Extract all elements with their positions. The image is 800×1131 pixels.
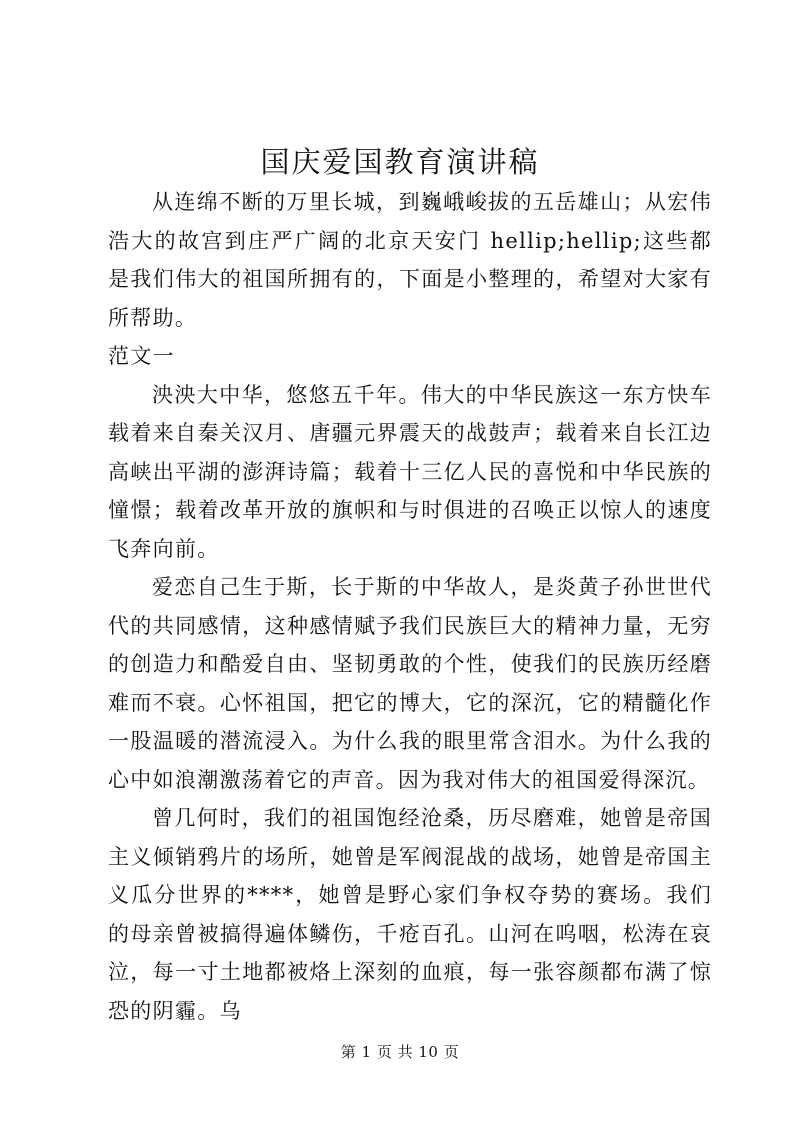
- paragraph-intro: 从连绵不断的万里长城，到巍峨峻拔的五岳雄山；从宏伟浩大的故宫到庄严广阔的北京天安门 hellip;hellip;这些都是我们伟大的祖国所拥有的，下面是小整理的，希望对大家有所帮助。: [108, 190, 712, 330]
- paragraph: 泱泱大中华，悠悠五千年。伟大的中华民族这一东方快车载着来自秦关汉月、唐疆元界震天的战鼓声；载着来自长江边高峡出平湖的澎湃诗篇；载着十三亿人民的喜悦和中华民族的憧憬；载着改革开放的旗帜和与时俱进的召唤正以惊人的速度飞奔向前。: [108, 382, 712, 561]
- document-body: [108, 183, 712, 1030]
- document-title: 国庆爱国教育演讲稿: [260, 145, 540, 179]
- paragraph: 曾几何时，我们的祖国饱经沧桑，历尽磨难，她曾是帝国主义倾销鸦片的场所，她曾是军阀混战的战场，她曾是帝国主义瓜分世界的****，她曾是野心家们争权夺势的赛场。我们的母亲曾被搞得遍体鳞伤，千疮百孔。山河在呜咽，松涛在哀泣，每一寸土地都被烙上深刻的血痕，每一张容颜都布满了惊恐的阴霾。乌: [108, 806, 712, 1023]
- page-number-footer: 第 1 页 共 10 页: [340, 1043, 460, 1061]
- section-heading: 范文一: [108, 344, 175, 368]
- paragraph: 爱恋自己生于斯，长于斯的中华故人，是炎黄子孙世世代代的共同感情，这种感情赋予我们民族巨大的精神力量，无穷的创造力和酷爱自由、坚韧勇敢的个性，使我们的民族历经磨难而不衰。心怀祖国，把它的博大，它的深沉，它的精髓化作一股温暖的潜流浸入。为什么我的眼里常含泪水。为什么我的心中如浪潮激荡着它的声音。因为我对伟大的祖国爱得深沉。: [108, 575, 712, 792]
